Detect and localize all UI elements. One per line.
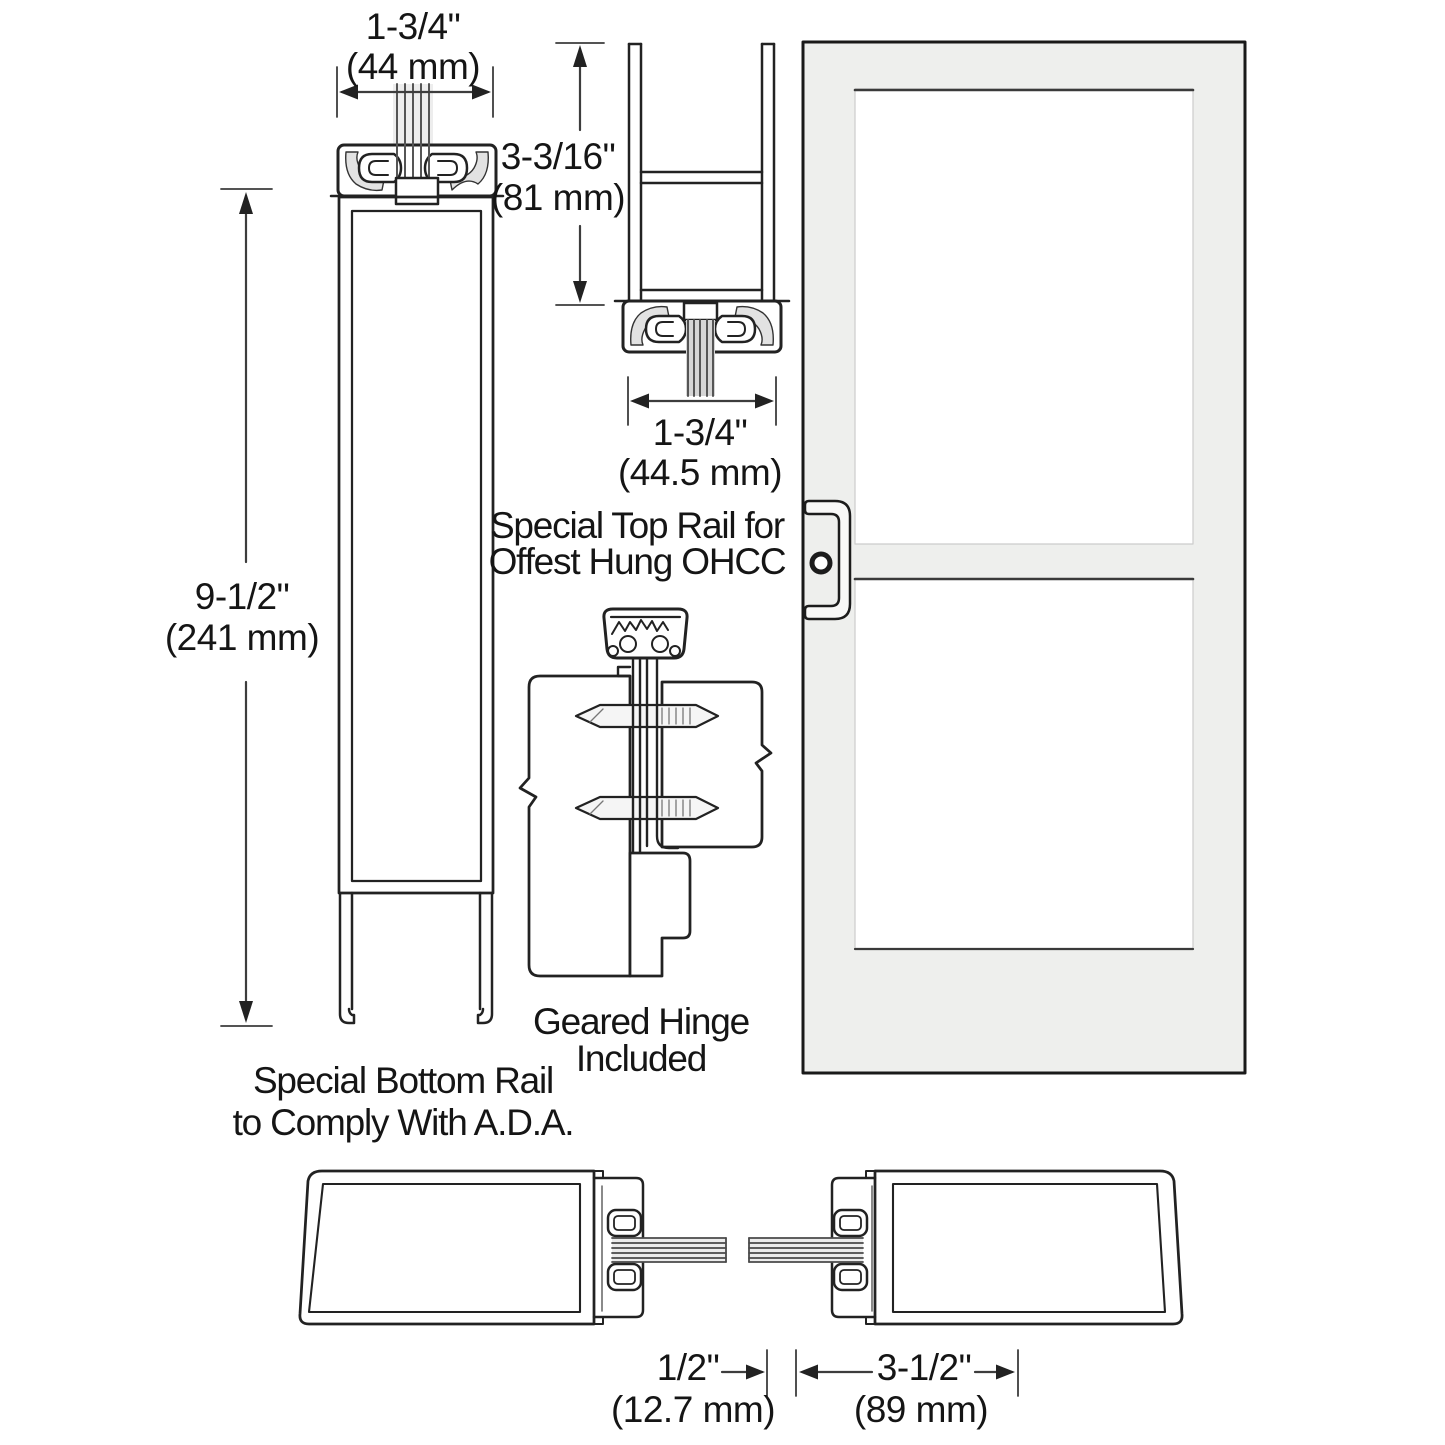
glass-section [612,1238,863,1262]
rail-leg [340,893,354,1023]
glazing-gasket [715,316,755,342]
glazing-gasket [834,1264,867,1290]
bottom-rail-height-mm-label: (241 mm) [164,617,320,658]
bottom-rail-height-inches-label: 9-1/2" [194,576,290,617]
hinge-step-block [630,853,690,976]
gap-inches-label: 1/2" [656,1347,720,1388]
top-rail-section-drawing [615,44,789,396]
glazing-gasket [646,316,686,342]
stile-width-mm-label: (89 mm) [853,1389,989,1430]
left-stile-section [300,1171,643,1324]
right-stile-section [832,1171,1182,1324]
top-rail-height-mm-label: (81 mm) [490,177,626,218]
top-rail-caption-line1: Special Top Rail for [489,505,785,546]
door-elevation-drawing [803,42,1245,1073]
top-rail-height-inches-label: 3-3/16" [500,136,616,177]
lower-glass-panel [855,579,1193,949]
setting-block [684,303,717,320]
glazing-gasket [834,1210,867,1236]
stile-plan-section-drawing [300,1171,1182,1324]
bottom-rail-caption-line2: to Comply With A.D.A. [232,1102,574,1143]
hinge-caption-line1: Geared Hinge [533,1001,749,1042]
bottom-rail-caption-line1: Special Bottom Rail [252,1060,554,1101]
top-rail-width-inches-label: 1-3/4" [652,412,748,453]
stile-width-inches-label: 3-1/2" [876,1347,972,1388]
hinge-gear-cap [604,609,687,658]
geared-hinge-drawing [520,609,771,976]
glazing-gasket [608,1264,641,1290]
top-rail-caption-line2: Offest Hung OHCC [488,541,786,582]
upper-glass-panel [855,89,1193,544]
bottom-rail-width-inches-label: 1-3/4" [365,6,461,47]
gap-mm-label: (12.7 mm) [610,1389,776,1430]
glazing-gasket [608,1210,641,1236]
glazing-gasket [359,154,401,182]
top-rail-width-mm-label: (44.5 mm) [617,452,783,493]
hinge-caption-line2: Included [575,1038,707,1079]
bottom-rail-width-mm-label: (44 mm) [345,46,481,87]
